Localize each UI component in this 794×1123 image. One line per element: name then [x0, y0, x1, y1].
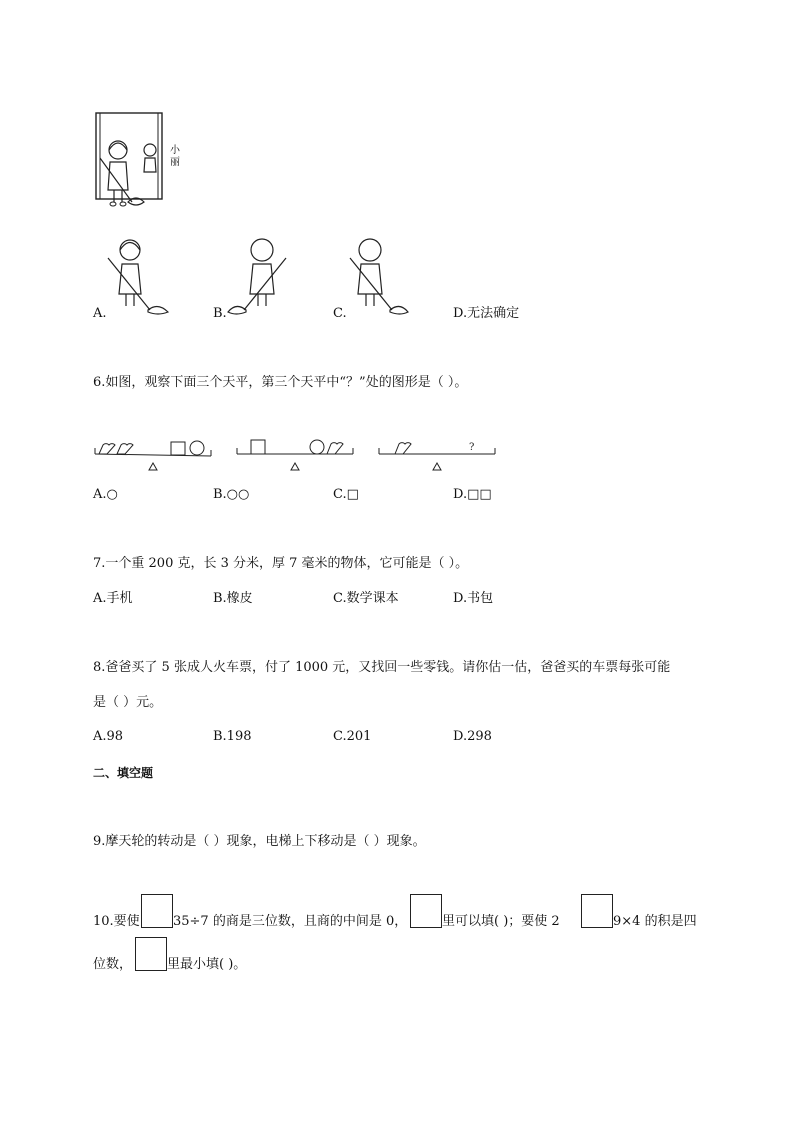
option-a-girl-front-illustration [104, 236, 176, 318]
q10-text-6: 里最小填( )。 [167, 957, 247, 972]
q7-option-b[interactable]: B.橡皮 [213, 591, 253, 606]
q7-option-a[interactable]: A.手机 [93, 591, 133, 606]
q7-stem: 7.一个重 200 克，长 3 分米，厚 7 毫米的物体，它可能是（ ）。 [93, 556, 469, 571]
q7-option-d[interactable]: D.书包 [453, 591, 494, 606]
option-b-girl-back-illustration [226, 236, 298, 318]
q5-scene-illustration [90, 110, 170, 216]
q10-blank-box-1[interactable] [141, 894, 173, 928]
q6-option-d[interactable]: D.□□ [453, 487, 492, 502]
q6-stem: 6.如图，观察下面三个天平，第三个天平中“？”处的图形是（ ）。 [93, 375, 468, 390]
q10-text-5: 位数， [93, 957, 133, 972]
q5-option-d[interactable]: D.无法确定 [453, 306, 520, 321]
q8-option-b[interactable]: B.198 [213, 729, 252, 744]
q8-option-c[interactable]: C.201 [333, 729, 372, 744]
q10-blank-box-2[interactable] [410, 894, 442, 928]
q10-text-2: 35÷7 的商是三位数，且商的中间是 0， [173, 914, 408, 929]
q10-blank-box-4[interactable] [135, 937, 167, 971]
q10-blank-box-3[interactable] [581, 894, 613, 928]
q8-option-d[interactable]: D.298 [453, 729, 492, 744]
q6-balance-3 [377, 436, 497, 472]
q6-balance-2 [235, 436, 355, 472]
q7-option-c[interactable]: C.数学课本 [333, 591, 399, 606]
q6-option-b[interactable]: B.○○ [213, 487, 250, 502]
q8-option-a[interactable]: A.98 [93, 729, 124, 744]
q5-scene-label: 小丽 [170, 145, 180, 168]
q10-text-4: 9×4 的积是四 [613, 914, 697, 929]
q9-stem: 9.摩天轮的转动是（ ）现象，电梯上下移动是（ ）现象。 [93, 834, 426, 849]
option-c-girl-back-illustration [344, 236, 416, 318]
q6-question-mark: ? [469, 442, 475, 453]
q10-text-1: 10.要使 [93, 914, 140, 929]
section-title-fill-in: 二、填空题 [93, 766, 154, 780]
q5-option-a[interactable]: A. [93, 306, 107, 321]
q6-option-a[interactable]: A.○ [93, 487, 118, 502]
q5-option-b[interactable]: B. [213, 306, 227, 321]
q5-option-c[interactable]: C. [333, 306, 347, 321]
q8-stem-line1: 8.爸爸买了 5 张成人火车票，付了 1000 元，又找回一些零钱。请你估一估，爸爸买的车票每张可能 [93, 660, 671, 675]
q8-stem-line2: 是（ ）元。 [93, 695, 163, 710]
q6-option-c[interactable]: C.□ [333, 487, 359, 502]
q6-balance-1 [93, 436, 213, 472]
q10-text-3: 里可以填( )；要使 2 [442, 914, 560, 929]
